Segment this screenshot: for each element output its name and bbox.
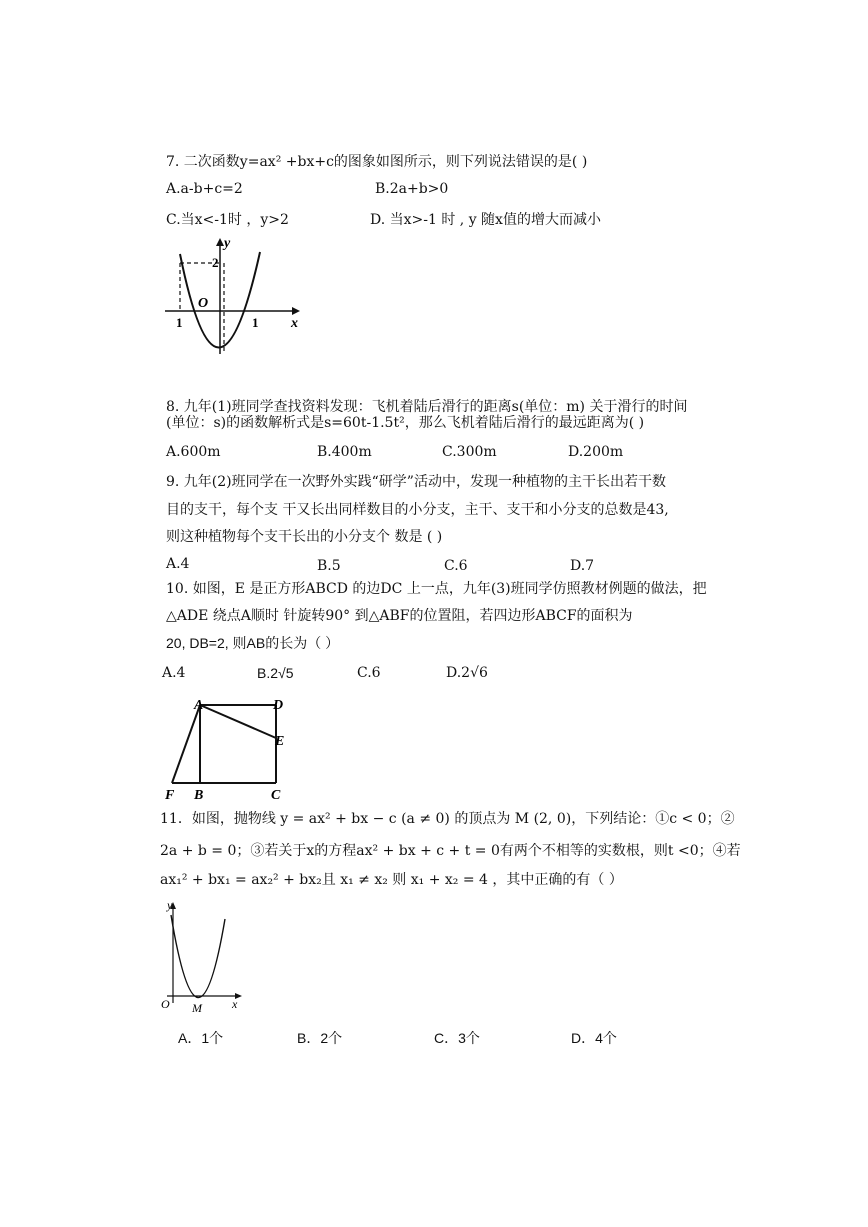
- q11-option-a: A．1个: [178, 1030, 224, 1046]
- q8-stem-line1: 8. 九年(1)班同学查找资料发现：飞机着陆后滑行的距离s(单位：m) 关于滑行的时间: [166, 399, 688, 415]
- q11-stem-line3: ax₁² + bx₁ = ax₂² + bx₂且 x₁ ≠ x₂ 则 x₁ + x₂ = 4 ，其中正确的有（ ）: [160, 872, 623, 888]
- q10-option-a: A.4: [162, 665, 186, 681]
- q8-stem-line2: (单位：s)的函数解析式是s=60t-1.5t²，那么飞机着陆后滑行的最远距离为( ): [166, 415, 645, 431]
- q10-option-c: C.6: [357, 665, 381, 681]
- q7-left-one-label: 1: [176, 315, 183, 330]
- q7-option-b: B.2a+b>0: [375, 181, 449, 197]
- q11-vertex-label: M: [192, 1001, 202, 1015]
- q11-parabola-figure: [155, 893, 255, 1018]
- q10-label-e: E: [275, 734, 285, 749]
- q9-option-a: A.4: [166, 556, 190, 572]
- q7-y-label: y: [224, 236, 231, 251]
- q10-label-d: D: [273, 698, 284, 713]
- q9-option-d: D.7: [570, 558, 595, 574]
- q8-option-a: A.600m: [166, 444, 221, 460]
- q11-x-label: x: [232, 997, 238, 1011]
- q7-parabola-figure: [160, 232, 310, 357]
- q10-stem-line2: △ADE 绕点A顺时 针旋转90° 到△ABF的位置阻，若四边形ABCF的面积为: [166, 608, 633, 624]
- q10-option-b: B.2√5: [257, 665, 294, 681]
- q9-stem-line2: 目的支干，每个支 干又长出同样数目的小分支，主干、支干和小分支的总数是43,: [166, 502, 669, 518]
- q7-two-label: 2: [212, 255, 219, 270]
- q10-stem-line3: 20, DB=2, 则AB的长为（ ）: [166, 635, 340, 651]
- q8-option-d: D.200m: [568, 444, 624, 460]
- q7-y-arrow-icon: [216, 238, 224, 246]
- q10-side-ae: [200, 705, 276, 738]
- q11-parabola-curve: [171, 915, 225, 998]
- q11-option-c: C．3个: [434, 1030, 480, 1046]
- q10-option-d: D.2√6: [446, 665, 488, 681]
- q10-label-f: F: [165, 788, 175, 803]
- q7-x-arrow-icon: [292, 307, 300, 315]
- q11-stem-line1: 11．如图，抛物线 y = ax² + bx − c (a ≠ 0) 的顶点为 M (2, 0)，下列结论：①c < 0；②: [160, 811, 735, 827]
- q7-option-a: A.a-b+c=2: [166, 181, 243, 197]
- q11-stem-line2: 2a + b = 0；③若关于x的方程ax² + bx + c + t = 0有两个不相等的实数根，则t <0；④若: [160, 843, 741, 859]
- q11-option-b: B．2个: [297, 1030, 343, 1046]
- q8-option-c: C.300m: [442, 444, 497, 460]
- q11-y-label: y: [167, 898, 173, 912]
- q9-stem-line3: 则这种植物每个支干长出的小分支个 数是 ( ): [166, 529, 443, 545]
- q11-option-d: D．4个: [571, 1030, 617, 1046]
- q7-x-label: x: [291, 316, 298, 331]
- q7-right-one-label: 1: [252, 315, 259, 330]
- q11-origin-label: O: [161, 997, 170, 1011]
- q9-option-b: B.5: [317, 558, 341, 574]
- q9-option-c: C.6: [444, 558, 468, 574]
- q7-option-c: C.当x<-1时 ，y>2: [166, 212, 289, 228]
- q10-stem-line1: 10. 如图，E 是正方形ABCD 的边DC 上一点，九年(3)班同学仿照教材例题的做法，把: [166, 581, 707, 597]
- q8-option-b: B.400m: [317, 444, 372, 460]
- q10-side-af: [172, 705, 200, 783]
- q10-label-a: A: [194, 698, 204, 713]
- q10-label-b: B: [194, 788, 204, 803]
- q10-label-c: C: [271, 788, 281, 803]
- q7-option-d: D. 当x>-1 时 , y 随x值的增大而减小: [370, 212, 601, 228]
- q10-square-figure: [160, 695, 300, 805]
- q7-origin-label: O: [198, 296, 209, 311]
- q7-stem: 7. 二次函数y=ax² +bx+c的图象如图所示，则下列说法错误的是( ): [166, 154, 588, 170]
- q9-stem-line1: 9. 九年(2)班同学在一次野外实践“研学”活动中，发现一种植物的主干长出若干数: [166, 474, 666, 490]
